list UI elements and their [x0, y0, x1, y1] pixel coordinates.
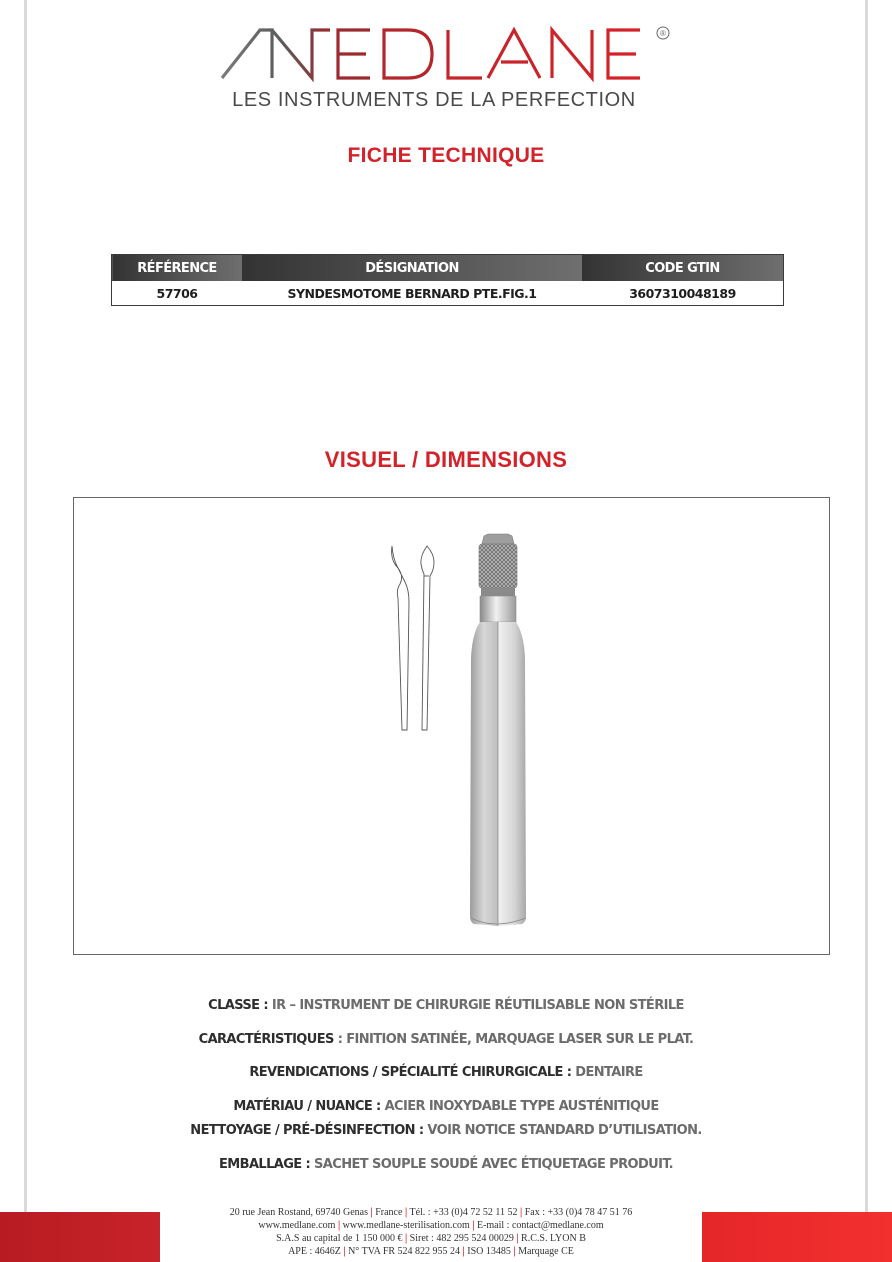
footer-website-sterilisation[interactable]: www.medlane-sterilisation.com — [342, 1220, 470, 1231]
spec-emballage — [0, 1157, 892, 1172]
cell-designation: SYNDESMOTOME BERNARD PTE.FIG.1 — [287, 285, 537, 301]
footer-phone: Tél. : +33 (0)4 72 52 11 52 — [409, 1207, 518, 1218]
spec-caracteristiques-value: : FINITION SATINÉE, MARQUAGE LASER SUR LE PLAT. — [333, 1032, 694, 1047]
instrument-tip-outline-drawing — [392, 546, 434, 730]
footer-bar-left — [0, 1212, 160, 1262]
footer-line-web: www.medlane.com | www.medlane-sterilisation.com | E-mail : contact@medlane.com — [258, 1220, 604, 1231]
footer-rcs: R.C.S. LYON B — [521, 1233, 586, 1244]
technical-sheet-title: FICHE TECHNIQUE — [347, 144, 545, 167]
registered-mark: ® — [660, 29, 666, 38]
medlane-logo — [220, 24, 672, 84]
spec-classe-value: IR – INSTRUMENT DE CHIRURGIE RÉUTILISABLE NON STÉRILE — [271, 998, 684, 1013]
footer-address: 20 rue Jean Rostand, 69740 Genas — [229, 1207, 369, 1218]
brand-tagline — [0, 89, 892, 112]
footer-line-address: 20 rue Jean Rostand, 69740 Genas | France | Tél. : +33 (0)4 72 52 11 52 | Fax : +33 (0)4 78 47 51 76 — [229, 1207, 633, 1218]
footer-website[interactable]: www.medlane.com — [258, 1220, 336, 1231]
footer-ape: APE : 4646Z — [288, 1246, 341, 1257]
page-border-left — [24, 0, 27, 1212]
table-row — [112, 281, 784, 306]
footer-ce-marking: Marquage CE — [518, 1246, 574, 1257]
spec-nettoyage-label: NETTOYAGE / PRÉ-DÉSINFECTION : — [190, 1123, 428, 1138]
spec-revendications — [0, 1065, 892, 1080]
spec-nettoyage-value: VOIR NOTICE STANDARD D’UTILISATION. — [427, 1123, 702, 1138]
spec-revendications-label: REVENDICATIONS / SPÉCIALITÉ CHIRURGICALE : — [249, 1065, 576, 1080]
spec-nettoyage — [0, 1123, 892, 1138]
tagline-text: LES INSTRUMENTS DE LA PERFECTION — [232, 89, 636, 111]
cell-reference: 57706 — [156, 285, 198, 301]
footer-capital: S.A.S au capital de 1 150 000 € — [276, 1233, 403, 1244]
header-reference: RÉFÉRENCE — [112, 255, 243, 282]
footer-siret: Siret : 482 295 524 00029 — [409, 1233, 514, 1244]
footer-contact — [160, 1206, 702, 1258]
spec-materiau-label: MATÉRIAU / NUANCE : — [233, 1099, 385, 1114]
visual-dimensions-title: VISUEL / DIMENSIONS — [324, 447, 568, 472]
footer-iso: ISO 13485 — [467, 1246, 511, 1257]
header-gtin: CODE GTIN — [582, 255, 784, 282]
spec-caracteristiques-label: CARACTÉRISTIQUES — [198, 1032, 334, 1047]
spec-caracteristiques — [0, 1032, 892, 1047]
footer-line-legal: APE : 4646Z | N° TVA FR 524 822 955 24 | ISO 13485 | Marquage CE — [288, 1246, 574, 1257]
cell-gtin: 3607310048189 — [629, 285, 736, 301]
spec-classe-label: CLASSE : — [208, 998, 272, 1013]
footer-line-company: S.A.S au capital de 1 150 000 € | Siret : 482 295 524 00029 | R.C.S. LYON B — [276, 1233, 586, 1244]
spec-materiau-value: ACIER INOXYDABLE TYPE AUSTÉNITIQUE — [384, 1099, 659, 1114]
header-designation: DÉSIGNATION — [242, 255, 582, 282]
table-header-row — [112, 255, 784, 282]
footer-bar-right — [702, 1212, 892, 1262]
footer-tva: N° TVA FR 524 822 955 24 — [348, 1246, 461, 1257]
spec-revendications-value: DENTAIRE — [575, 1065, 643, 1080]
spec-emballage-value: SACHET SOUPLE SOUDÉ AVEC ÉTIQUETAGE PRODUIT. — [314, 1157, 673, 1172]
footer-email[interactable]: E-mail : contact@medlane.com — [476, 1220, 604, 1231]
footer-country: France — [375, 1207, 403, 1218]
spec-classe — [0, 998, 892, 1013]
reference-table — [111, 254, 784, 306]
spec-materiau — [0, 1099, 892, 1114]
footer-fax: Fax : +33 (0)4 78 47 51 76 — [524, 1207, 633, 1218]
page-border-right — [865, 0, 868, 1212]
instrument-handle-photo — [470, 534, 526, 926]
visual-frame — [73, 497, 830, 955]
spec-emballage-label: EMBALLAGE : — [219, 1157, 315, 1172]
